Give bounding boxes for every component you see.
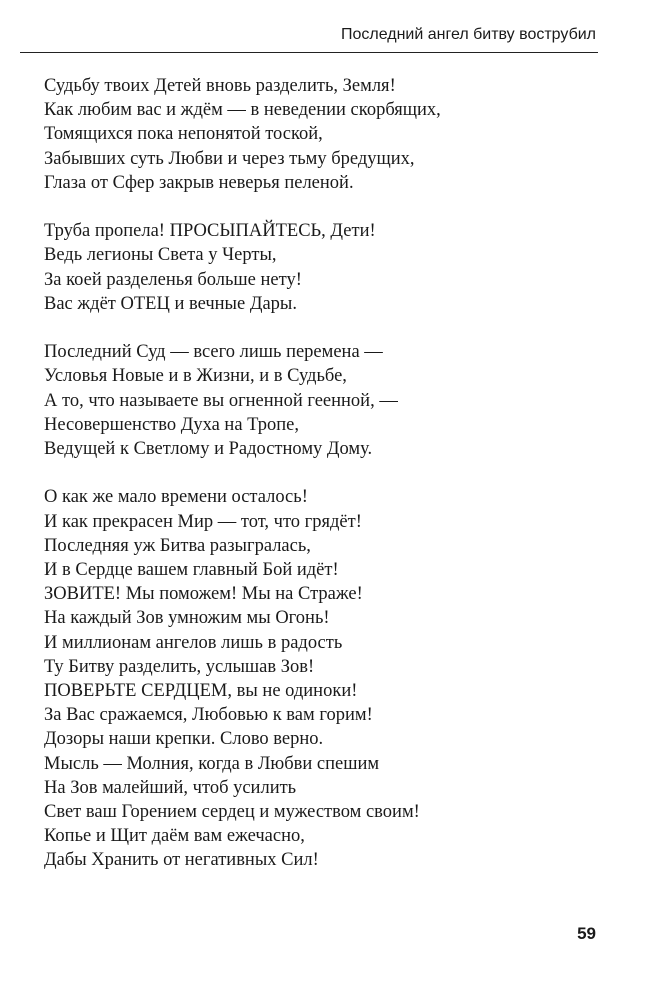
- poem-line: Последняя уж Битва разыгралась,: [44, 535, 311, 556]
- page-number: 59: [577, 924, 596, 943]
- header-rule: [20, 52, 598, 53]
- poem-line: За коей разделенья больше нету!: [44, 269, 302, 290]
- poem-line: На Зов малейший, чтоб усилить: [44, 777, 297, 798]
- poem-line: Свет ваш Горением сердец и мужеством своим!: [44, 802, 420, 823]
- poem-line: Последний Суд — всего лишь перемена —: [44, 342, 383, 363]
- poem-line: Труба пропела! ПРОСЫПАЙТЕСЬ, Дети!: [44, 221, 376, 242]
- poem-line: Дозоры наши крепки. Слово верно.: [44, 729, 324, 750]
- poem-line: Забывших суть Любви и через тьму бредущих,: [44, 148, 415, 169]
- poem-line: Несовершенство Духа на Тропе,: [44, 414, 299, 435]
- poem-line: Ту Битву разделить, услышав Зов!: [44, 656, 315, 677]
- poem-line: ПОВЕРЬТЕ СЕРДЦЕМ, вы не одиноки!: [44, 681, 358, 702]
- poem-line: И миллионам ангелов лишь в радость: [44, 632, 343, 653]
- poem-line: О как же мало времени осталось!: [44, 487, 308, 508]
- poem-line: Как любим вас и ждём — в неведении скорбящих,: [44, 100, 441, 121]
- poem-line: Судьбу твоих Детей вновь разделить, Земля!: [44, 76, 396, 96]
- poem-body: [44, 74, 604, 873]
- stanza: [44, 219, 604, 316]
- running-head: Последний ангел битву вострубил: [340, 26, 596, 43]
- poem-line: Томящихся пока непонятой тоской,: [44, 124, 323, 145]
- poem-line: На каждый Зов умножим мы Огонь!: [44, 608, 330, 629]
- poem-line: Ведущей к Светлому и Радостному Дому.: [44, 439, 373, 460]
- poem-line: И в Сердце вашем главный Бой идёт!: [44, 560, 339, 581]
- poem-line: Условья Новые и в Жизни, и в Судьбе,: [44, 366, 347, 387]
- poem-line: Ведь легионы Света у Черты,: [44, 245, 277, 266]
- poem-line: И как прекрасен Мир — тот, что грядёт!: [44, 511, 362, 532]
- poem-line: Вас ждёт ОТЕЦ и вечные Дары.: [44, 293, 297, 314]
- poem-line: Копье и Щит даём вам ежечасно,: [44, 826, 305, 847]
- poem-line: Мысль — Молния, когда в Любви спешим: [44, 753, 380, 774]
- poem-line: А то, что называете вы огненной геенной, —: [44, 390, 398, 411]
- poem-line: Дабы Хранить от негативных Сил!: [44, 850, 319, 871]
- stanza: [44, 340, 604, 461]
- poem-line: За Вас сражаемся, Любовью к вам горим!: [44, 705, 373, 726]
- stanza: [44, 485, 604, 872]
- stanza: [44, 74, 604, 195]
- poem-line: ЗОВИТЕ! Мы поможем! Мы на Страже!: [44, 584, 363, 605]
- poem-line: Глаза от Сфер закрыв неверья пеленой.: [44, 172, 354, 193]
